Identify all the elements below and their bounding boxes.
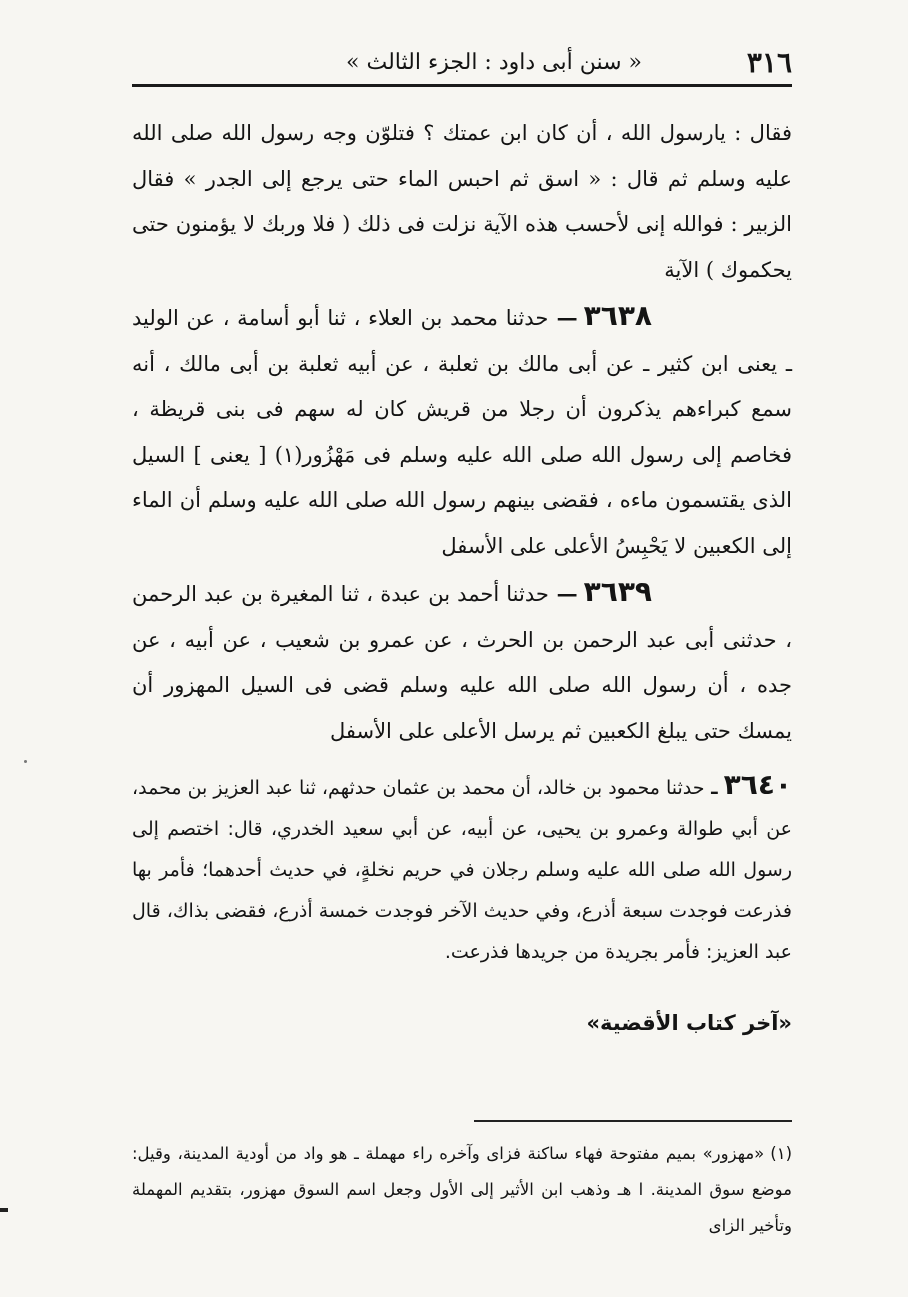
separator-dash: ـ (704, 777, 718, 799)
hadith-text: حدثنا محمود بن خالد، أن محمد بن عثمان حدثهم، ثنا عبد العزيز بن محمد، عن أبي طوالة وعمرو بن يحيى، عن أبيه، عن أبي سعيد الخدري، قال: اختصم إلى رسول الله صلى الله عليه وسلم رجلان في حريم نخلةٍ، في حديث أحدهما؛ فأمر بها فذرعت فوجدت سبعة أذرع، وفي حديث الآخر فوجدت خمسة أذرع، فقضى بذاك، قال عبد العزيز: فأمر بجريدة من جريدها فذرعت. (132, 777, 792, 963)
book-end-marker: «آخر كتاب الأقضية» (586, 1011, 792, 1035)
margin-mark (0, 1208, 8, 1212)
separator-dash: — (548, 581, 578, 606)
page-number: ٣١٦ (746, 46, 792, 79)
margin-speck (24, 760, 27, 763)
hadith-3640 (132, 764, 792, 973)
hadith-3638 (132, 293, 792, 569)
running-title: « سنن أبى داود : الجزء الثالث » (346, 50, 642, 75)
hadith-number: ٣٦٤٠ (723, 768, 793, 801)
paragraph-text: فقال : يارسول الله ، أن كان ابن عمتك ؟ فتلوّن وجه رسول الله صلى الله عليه وسلم ثم قال : « اسق ثم احبس الماء حتى يرجع إلى الجدر » فقال الزبير : فوالله إنى لأحسب هذه الآية نزلت فى ذلك ( فلا وربك لا يؤمنون حتى يحكموك ) الآية (132, 121, 792, 282)
footnote-marker: (١) (770, 1144, 792, 1163)
main-text (132, 111, 792, 1047)
footnote-divider (474, 1120, 792, 1122)
hadith-3639 (132, 569, 792, 754)
page-header (132, 40, 792, 87)
separator-dash: — (548, 305, 578, 330)
hadith-number: ٣٦٣٨ (583, 299, 653, 332)
book-page (132, 40, 792, 1260)
footnote-text: «مهزور» بميم مفتوحة فهاء ساكنة فزاى وآخره راء مهملة ـ هو واد من أودية المدينة، وقيل: موضع سوق المدينة. ا هـ وذهب ابن الأثير إلى الأول وجعل اسم السوق مهزور، بتقديم المهملة وتأخير الزاى (132, 1144, 792, 1235)
hadith-number: ٣٦٣٩ (583, 575, 652, 608)
paragraph-continuation (132, 111, 792, 293)
hadith-text: حدثنا أحمد بن عبدة ، ثنا المغيرة بن عبد الرحمن ، حدثنى أبى عبد الرحمن بن الحرث ، عن عمرو بن شعيب ، عن أبيه ، عن جده ، أن رسول الله صلى الله عليه وسلم قضى فى السيل المهزور أن يمسك حتى يبلغ الكعبين ثم يرسل الأعلى على الأسفل (132, 582, 792, 743)
hadith-text: حدثنا محمد بن العلاء ، ثنا أبو أسامة ، عن الوليد ـ يعنى ابن كثير ـ عن أبى مالك بن ثعلبة ، عن أبيه ثعلبة بن أبى مالك ، أنه سمع كبراءهم يذكرون أن رجلا من قريش كان له سهم فى بنى قريظة ، فخاصم إلى رسول الله صلى الله عليه وسلم فى مَهْزُور(١) [ يعنى ] السيل الذى يقتسمون ماءه ، فقضى بينهم رسول الله صلى الله عليه وسلم أن الماء إلى الكعبين لا يَحْبِسُ الأعلى على الأسفل (132, 306, 792, 558)
footnotes (132, 1136, 792, 1244)
